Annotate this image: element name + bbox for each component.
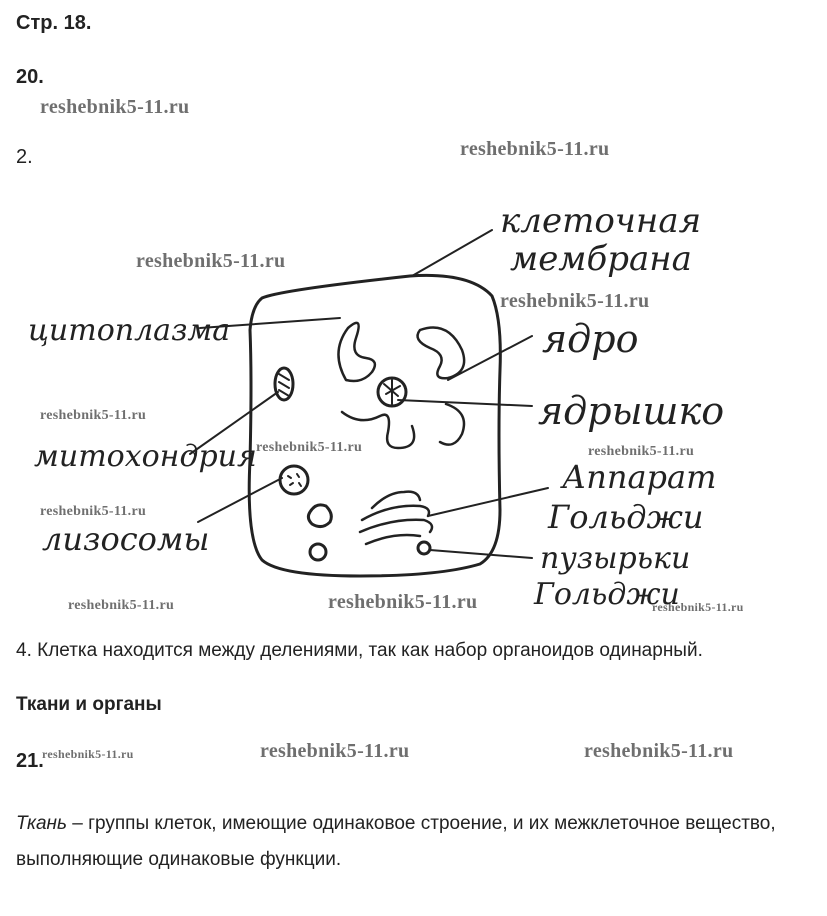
label-nucleus: ядро [542,317,639,361]
label-nucleolus: ядрышко [538,389,725,433]
watermark: reshebnik5-11.ru [260,740,410,762]
nucleus-part [440,404,464,445]
nucleus-part [342,412,414,448]
pointer-line [448,336,532,380]
lysosome [308,505,331,527]
label-golgi-vesicles: Гольджи [534,577,680,612]
pointer-line [198,478,282,522]
watermark: reshebnik5-11.ru [42,747,134,761]
label-membrane: мембрана [510,239,692,279]
label-cytoplasm: цитоплазма [28,313,231,348]
watermark: reshebnik5-11.ru [68,598,175,613]
pointer-line [430,550,532,558]
cell-drawing [0,180,827,620]
answer-item-4: 4. Клетка находится между делениями, так как набор органоидов одинарный. [16,640,703,661]
watermark: reshebnik5-11.ru [40,408,147,423]
label-golgi: Гольджи [548,498,704,536]
watermark: reshebnik5-11.ru [40,96,190,118]
cell-membrane [249,275,500,576]
watermark: reshebnik5-11.ru [584,740,734,762]
item-number-2: 2. [16,146,33,168]
label-lysosomes: лизосомы [42,520,210,558]
definition-paragraph [16,806,806,878]
watermark: reshebnik5-11.ru [588,444,695,459]
task-number-21: 21. [16,750,44,772]
watermark: reshebnik5-11.ru [500,290,650,312]
label-golgi: Аппарат [562,458,717,496]
lysosome [280,466,308,494]
label-mitochondria: митохондрия [34,439,257,474]
definition-text: – группы клеток, имеющие одинаковое строение, и их межклеточное вещество, выполняющие одинаковые функции. [16,813,776,870]
golgi-apparatus [360,520,432,532]
golgi-apparatus [366,535,420,544]
watermark: reshebnik5-11.ru [328,591,478,613]
section-title: Ткани и органы [16,694,162,715]
watermark: reshebnik5-11.ru [40,504,147,519]
lysosome [310,544,326,560]
watermark: reshebnik5-11.ru [652,600,744,614]
nucleus-part [338,323,374,381]
watermark: reshebnik5-11.ru [136,250,286,272]
definition-term: Ткань [16,813,67,834]
task-number-20: 20. [16,66,44,88]
label-membrane: клеточная [500,201,702,241]
pointer-line [412,230,492,276]
golgi-vesicle [418,542,430,554]
pointer-line [428,488,548,516]
watermark: reshebnik5-11.ru [256,440,363,455]
label-golgi-vesicles: пузырьки [540,541,691,576]
page-header: Стр. 18. [16,12,92,34]
pointer-line [398,400,532,406]
nucleus-part [418,328,465,379]
watermark: reshebnik5-11.ru [460,138,610,160]
